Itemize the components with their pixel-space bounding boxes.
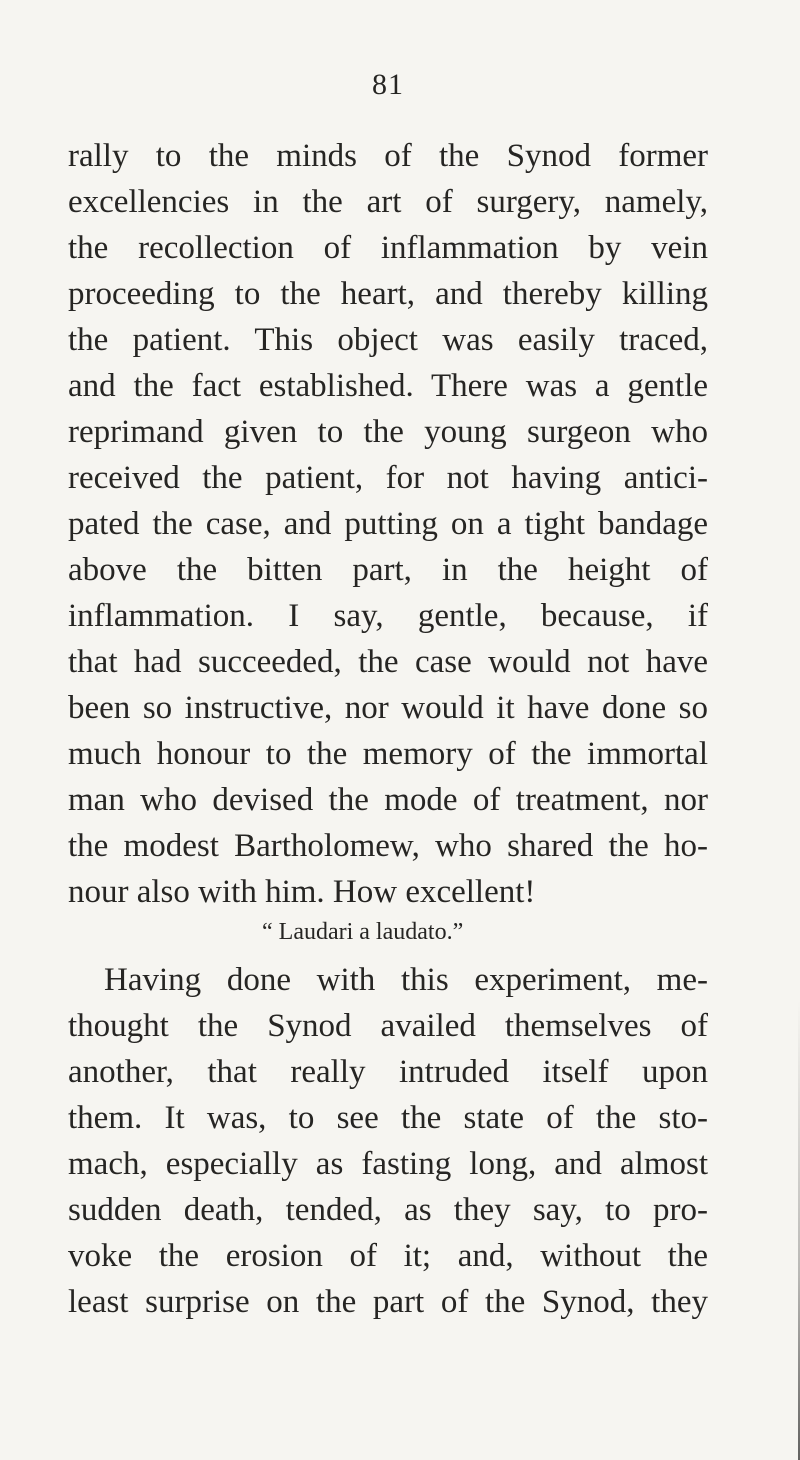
text-line: them. It was, to see the state of the sto- <box>68 1100 708 1136</box>
text-line: inflammation. I say, gentle, because, if <box>68 598 708 634</box>
text-line-last: nour also with him. How excellent! <box>68 874 536 910</box>
text-line: another, that really intruded itself upon <box>68 1054 708 1090</box>
text-line: excellencies in the art of surgery, namely, <box>68 184 708 220</box>
page-number: 81 <box>372 68 404 101</box>
text-line: received the patient, for not having antici- <box>68 460 708 496</box>
text-line: voke the erosion of it; and, without the <box>68 1238 708 1274</box>
text-line: the modest Bartholomew, who shared the ho- <box>68 828 708 864</box>
text-line: the patient. This object was easily traced, <box>68 322 708 358</box>
text-line: reprimand given to the young surgeon who <box>68 414 708 450</box>
text-line: least surprise on the part of the Synod, they <box>68 1284 708 1320</box>
text-line: pated the case, and putting on a tight bandage <box>68 506 708 542</box>
text-line: and the fact established. There was a gentle <box>68 368 708 404</box>
text-line: sudden death, tended, as they say, to pro- <box>68 1192 708 1228</box>
text-line: above the bitten part, in the height of <box>68 552 708 588</box>
text-line: rally to the minds of the Synod former <box>68 138 708 174</box>
text-line: been so instructive, nor would it have done so <box>68 690 708 726</box>
text-line: thought the Synod availed themselves of <box>68 1008 708 1044</box>
text-line-indented: Having done with this experiment, me- <box>104 962 708 998</box>
text-line: much honour to the memory of the immortal <box>68 736 708 772</box>
text-line: that had succeeded, the case would not have <box>68 644 708 680</box>
text-line: the recollection of inflammation by vein <box>68 230 708 266</box>
text-line: man who devised the mode of treatment, nor <box>68 782 708 818</box>
latin-quotation: “ Laudari a laudato.” <box>262 919 464 945</box>
text-line: mach, especially as fasting long, and almost <box>68 1146 708 1182</box>
text-line: proceeding to the heart, and thereby killing <box>68 276 708 312</box>
